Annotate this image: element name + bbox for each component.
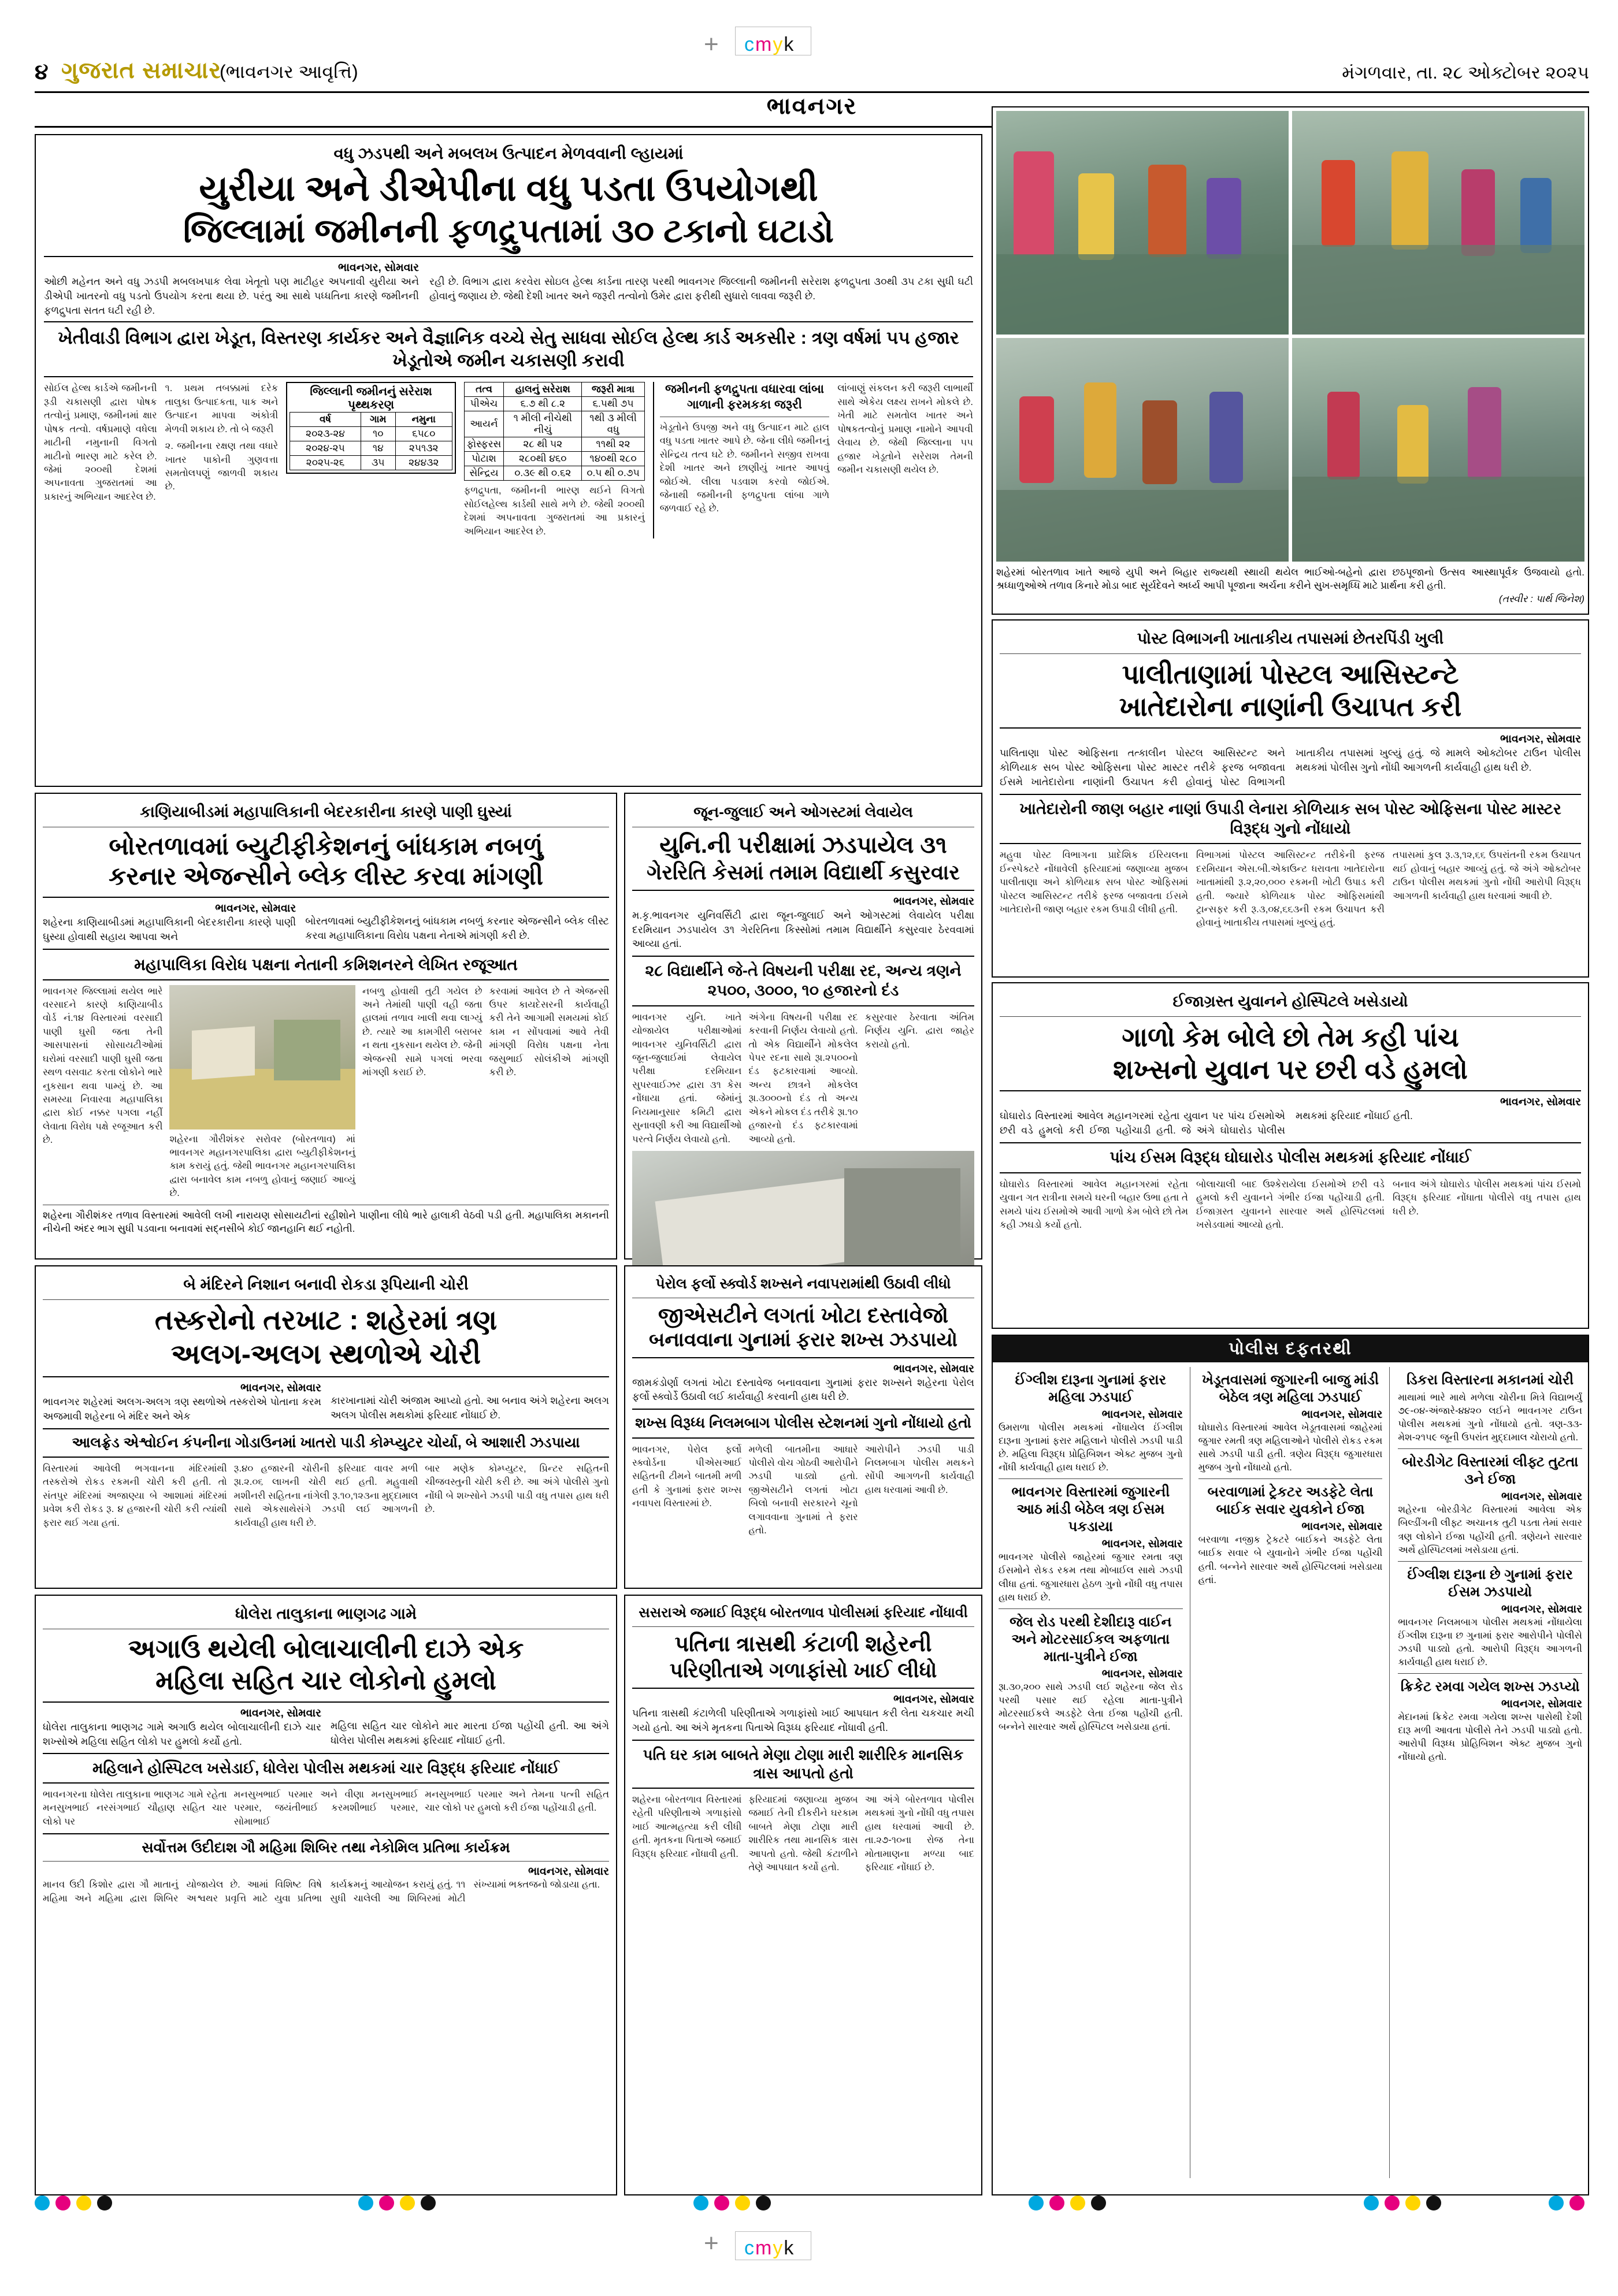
theft-headline-line-1: તસ્કરોનો તરખાટ : શહેરમાં ત્રણ	[154, 1305, 498, 1336]
dholera-story-box	[35, 1595, 617, 2195]
edition-label: (ભાવનગર આવૃત્તિ)	[220, 61, 358, 82]
water-subhead: મહાપાલિકા વિરોધ પક્ષના નેતાની કમિશનરને લેખિત રજૂઆત	[134, 955, 518, 974]
police-item-byline-4: ભાવનગર, સોમવાર	[1301, 1521, 1383, 1533]
lead-intro-left: ઓછી મહેનત અને વધુ ઝડપી મબલખપાક લેવા ખેતૂતો પણ માટીહર અપનાવી યુરીયા અને ડીએપી ખાતરનો વધુ પડતો ઉપયોગ કરતા થયા છે. પરંતુ આ સાથે પધ્ધતિના કારણે જમીનની ફળદ્રુપતા સતત ઘટી રહી છે.	[44, 276, 419, 317]
photo-chhath-3	[996, 338, 1289, 562]
water-headline-line-2: કરનાર એજન્સીને બ્લેક લીસ્ટ કરવા માંગણી	[108, 863, 544, 891]
univ-headline-line-2: ગેરરિતિ કેસમાં તમામ વિદ્યાર્થી કસુરવાર	[647, 860, 960, 884]
theft-kicker: બે મંદિરને નિશાન બનાવી રોકડા રૂપિયાની ચોરી	[183, 1276, 469, 1293]
lead-table-title: જિલ્લાની જમીનનું સરેરાશ પૃથ્થકરણ	[310, 385, 432, 412]
knife-subhead: પાંચ ઈસમ વિરૂદ્ધ ઘોઘારોડ પોલીસ મથકમાં ફરિયાદ નોંધાઈ	[1109, 1148, 1471, 1166]
dholera-footer-byline: ભાવનગર, સોમવાર	[528, 1866, 609, 1878]
police-item-byline-2: ભાવનગર, સોમવાર	[1101, 1667, 1183, 1680]
rule-top	[35, 91, 1589, 93]
lead-col4-head: જમીનની ફળદ્રુપતા વધારવા લાંબા ગાળાની ફરમકકા જરૂરી	[665, 382, 824, 411]
knife-headline-line-1: ગાળો કેમ બોલે છો તેમ કહી પાંચ	[1122, 1022, 1459, 1052]
photo-chhath-1	[996, 111, 1289, 335]
suicide-col-2: ફરિયાદમાં જણાવ્યા મુજબ જમાઈ તેની દીકરીને ઘરકામ બાબતે મેણા ટોણા મારી શારીરિક તથા માનસિક ત્રાસ આપતો હતો. જેથી કંટાળીને તેણે આપઘાત કર્યો હતો.	[748, 1794, 858, 1873]
police-item-byline-0: ભાવનગર, સોમવાર	[1101, 1409, 1183, 1421]
postal-byline: ભાવનગર, સોમવાર	[1500, 733, 1581, 746]
page-number: ૪	[35, 60, 49, 84]
lead-kicker: વધુ ઝડપથી અને મબલખ ઉત્પાદન મેળવવાની લ્હાયમાં	[333, 144, 684, 162]
lead-col-2: ૧. પ્રથમ તબક્કામાં દરેક તાલુકા ઉત્પાદકતા, પાક અને ઉત્પાદન માપવા અંકોત્રી મેળવી શકાય છે. તો બે જરૂરી	[165, 383, 279, 434]
police-item-byline-1: ભાવનગર, સોમવાર	[1101, 1538, 1183, 1551]
dholera-headline-line-1: અગાઉ થયેલી બોલાચાલીની દાઝે એક	[128, 1634, 524, 1663]
theft-col-2: વિસ્તારમાં આવેલી ભગવાનના મંદિરમાંથી તસ્કરોએ રોકડ રકમની ચોરી કરી હતી. તો સંતપુર મંદિરમાં અજાણ્યા બે આશામાં મંદિરમાં પ્રવેશ કરી રોકડ રૂ. ૪ હજારની ચોરી કરી ત્યાંથી ફરાર થઈ ગયા હતાં.	[43, 1463, 227, 1528]
knife-col-1: ઘોઘારોડ વિસ્તારમાં આવેલ મહાનગરમાં રહેતા યુવાન ગત રાત્રીના સમયે ઘરની બહાર ઉભા હતા તે સમયે પાંચ ઈસમોએ આવી ગાળો કેમ બોલે છો તેમ કહી ઝઘડો કર્યો હતો.	[1000, 1179, 1188, 1230]
theft-lead-right: કારખાનામાં ચોરી અંજામ આપ્યો હતો. આ બનાવ અંગે શહેરના અલગ અલગ પોલીસ મથકોમાં ફરિયાદ નોંધાઈ છે.	[331, 1395, 609, 1421]
table-row: ૨૦૨૩-૨૪ ૧૦ ૬૫૮૦	[290, 427, 452, 441]
water-col-3: નબળુ હોવાથી તુટી ગયેલ છે અને તેમાંથી પાણી વહી જતા હાલમાં તળાવ ખાલી થવા લાગ્યું છે. ત્યારે આ કામગીરી બરાબર ન થતા નુકસાન થયેલ છે. જેની એજન્સી સામે પગલાં ભરવા માંગણી કરાઈ છે.	[362, 986, 483, 1078]
knife-col-2: બોલાચાલી બાદ ઉશ્કેરાયેલા ઈસમોએ છરી વડે હુમલો કરી યુવાનને ગંભીર ઈજા પહોંચાડી હતી. ઈજાગ્રસ્ત યુવાનને સારવાર અર્થે હોસ્પિટલમાં ખસેડવામાં આવ્યો હતો.	[1196, 1179, 1385, 1230]
police-item-head-0: ઈંગ્લીશ દારૂના ગુનામાં ફરાર મહિલા ઝડપાઈ	[1015, 1372, 1166, 1405]
suicide-story-box	[624, 1595, 982, 2195]
water-byline: ભાવનગર, સોમવાર	[215, 902, 296, 915]
postal-headline-line-2: ખાતેદારોના નાણાંની ઉચાપત કરી	[1119, 692, 1462, 722]
univ-col-3: કસુરવાર ઠેરવાતા અંતિમ નિર્ણય યુનિ. દ્વારા જાહેર કરાયો હતો.	[864, 1012, 974, 1050]
lead-subhead: ખેતીવાડી વિભાગ દ્વારા ખેડૂત, વિસ્તરણ કાર્યકર અને વૈજ્ઞાનિક વચ્ચે સેતુ સાધવા સોઈલ હેલ્થ કાર્ડ અકસીર : ત્રણ વર્ષમાં ૫૫ હજાર ખેડૂતોએ જમીન ચકાસણી કરાવી	[58, 327, 959, 370]
city-band-label: ભાવનગર	[766, 94, 858, 119]
dholera-headline-line-2: મહિલા સહિત ચાર લોકોનો હુમલો	[155, 1665, 496, 1695]
knife-col-3: બનાવ અંગે ઘોઘારોડ પોલીસ મથકમાં પાંચ ઈસમો વિરૂદ્ધ ફરિયાદ નોંધાતા પોલીસે વધુ તપાસ હાથ ધરી છે.	[1393, 1179, 1581, 1217]
knife-headline-line-2: શખ્સનો યુવાન પર છરી વડે હુમલો	[1113, 1054, 1468, 1085]
lead-table-nutrients: તત્વ હાલનું સરેરાશ જરૂરી માત્રા પીએચ ૬.૭ થી ૮.૨ ૬.૫થી ૭૫ આયર્ન ૧ મીલી નીચેથી નીચું ૧થી ૩ મીલી વધુ ફોસ્ફરસ ૨૮ થી ૫૨ ૧૧થી ૨૨ પોટાશ ૨૮૦થી ૪૬૦ ૧૪૦થી ૨૮૦ સેન્દ્રિય ૦.૩૯ થી ૦.૬૨ ૦.૫ થી ૦.૭૫	[464, 382, 645, 481]
police-item-body-1: ભાવનગર પોલીસે જાહેરમાં જુગાર રમતા ત્રણ ઈસમોને રોકડ રકમ તથા મોબાઈલ સાથે ઝડપી લીધા હતાં. જુગારધારા હેઠળ ગુનો નોંધી વધુ તપાસ હાથ ધરાઈ છે.	[999, 1552, 1183, 1603]
univ-col-1: ભાવનગર યુનિ. ખાતે યોજાયેલ પરીક્ષાઓમાં ભાવનગર યુનિવર્સિટી દ્વારા જૂન-જુલાઈમાં લેવાયેલ પરીક્ષા દરમિયાન સુપરવાઈઝર દ્વારા ૩૧ કેસ નોંધાયા હતાં. જેમાંનું નિયમાનુસાર કમિટી દ્વારા સુનાવણી કરી આ વિદ્યાર્થીઓ પરત્વે નિર્ણય લેવાયો હતો.	[632, 1012, 742, 1145]
lead-table-h-1: ગામ	[361, 413, 395, 427]
police-item-body-2: રૂા.૩૦,૨૦૦ સાથે ઝડપી લઈ શહેરના જેલ રોડ પરથી પસાર થઈ રહેલા માતા-પુત્રીને મોટરસાઈકલે અડફેટે લેતા ઈજા પહોંચી હતી. બન્નેને સારવાર અર્થે હોસ્પિટલ ખસેડાયા હતાં.	[999, 1681, 1183, 1733]
postal-kicker: પોસ્ટ વિભાગની ખાતાકીય તપાસમાં છેતરપિંડી ખુલી	[1137, 630, 1444, 647]
police-item-head-7: ઈંગ્લીશ દારૂના છે ગુનામાં ફરાર ઈસમ ઝડપાયો	[1407, 1566, 1573, 1600]
gst-subhead: શખ્સ વિરૂધ્ધ નિલમબાગ પોલીસ સ્ટેશનમાં ગુનો નોંધાયો હતો	[635, 1415, 971, 1432]
police-item-head-2: જેલ રોડ પરથી દેશીદારૂ વાઈન અને મોટરસાઈકલ અફળાતા માતા-પુત્રીને ઈજા	[1010, 1614, 1172, 1665]
postal-lead: પાલિતાણા પોસ્ટ ઓફિસના તત્કાલીન પોસ્ટલ આસિસ્ટન્ટ અને કોળિયાક સબ પોસ્ટ ઓફિસના પોસ્ટ માસ્ટર તરીકે ફરજ બજાવતા ઈસમે ખાતેદારોના નાણાંની ઉચાપત કરી હોવાનું પોસ્ટ વિભાગની ખાતાકીય તપાસમાં ખુલ્યું હતું. જે મામલે ઓક્ટોબર ટાઉન પોલીસ મથકમાં પોલીસ ગુનો નોંધી આગળની કાર્યવાહી હાથ ધરી છે.	[1000, 747, 1581, 787]
photo-collage-caption: શહેરમાં બોરતળાવ ખાતે આજે યુપી અને બિહાર રાજ્યથી સ્થાયી થયેલ ભાઈઓ-બહેનો દ્વારા છઠપૂજાનો ઉત્સવ આસ્થાપૂર્વક ઉજવાયો હતો. શ્રધ્ધાળુઓએ તળાવ કિનારે મોડા બાદ સૂર્યદેવને અર્ધ્ય આપી પૂજાના અર્ચના કરીને સુખ-સમૃધ્ધિ માટે પ્રાર્થના કરી હતી.	[996, 567, 1584, 591]
photo-collage-credit: (તસ્વીર : પાર્થ જિનેશ)	[1498, 593, 1584, 604]
police-item-body-8: મેદાનમાં ક્રિકેટ રમવા ગયેલા શખ્સ પાસેથી દેશી દારૂ મળી આવતા પોલીસે તેને ઝડપી પાડ્યો હતો. આરોપી વિરૂધ્ધ પ્રોહિબિશન એક્ટ મુજબ ગુનો નોંધાયો હતો.	[1398, 1712, 1583, 1763]
water-col-1: ભાવનગર જિલ્લામાં થયેલ ભારે વરસાદને કારણે કાણિયાબીડ વોર્ડ નં.૧૪ વિસ્તારમાં વરસાદી પાણી ઘુસી જતા તેની આસપાસનાં સોસાયટીઓમાં ઘરોમાં વરસાદી પાણી ઘુસી જતા સ્થળ વસવાટ કરતા લોકોને ભારે નુકસાન થવા પામ્યું છે. આ સમસ્યા નિવારવા મહાપાલિકા દ્વારા કોઈ નક્કર પગલા નહીં લેવાતા વિરોધ પક્ષે રજૂઆત કરી છે.	[43, 986, 163, 1146]
dholera-col-1: ભાવનગરના ધોલેરા તાલુકાના ભાણગઢ ગામે રહેતા મનસુખભાઈ નરસંગભાઈ ચૌહાણ સહિત ચાર લોકો પર	[43, 1789, 227, 1827]
dholera-footer-body: માનવ ઉદી કિશોર દ્વારા ગૌ માતાનું મહિમા અને મહિમા દ્વારા શિબિર યોજાયેલ છે. આમાં વિશિષ્ટ વિષે અશ્વથર પ્રવૃત્તિ માટે યુવા પ્રતિભા કાર્યક્રમનું આયોજન કરાયું હતું. ૧૧ સુધી ચાલેલી આ શિબિરમાં મોટી સંખ્યામાં ભક્તજનો જોડાયા હતા.	[43, 1879, 600, 1904]
police-item-head-8: ક્રિકેટ રમવા ગયેલ શખ્સ ઝડપ્યો	[1400, 1679, 1580, 1695]
dholera-kicker: ધોલેરા તાલુકાના ભાણગઢ ગામે	[235, 1605, 417, 1622]
water-col-2: શહેરના ગૌરીશંકર સરોવર (બોરતળાવ) માં ભાવનગર મહાનગરપાલિકા દ્વારા બ્યુટીફીકેશનનું કામ કરાયું હતું. જેથી ભાવનગર મહાનગરપાલિકા દ્વારા બનાવેલ કામ નબળુ હોવાનું જણાઈ આવ્યું છે.	[169, 1134, 356, 1199]
registration-mark-top: +	[704, 30, 719, 58]
dholera-col-3: મનસુખભાઈ પરમાર અને તેમના પત્ની સહિત ચાર લોકો પર હુમલો કરી ઈજા પહોંચાડી હતી.	[425, 1789, 610, 1814]
suicide-byline: ભાવનગર, સોમવાર	[893, 1693, 974, 1706]
registration-mark-bottom: +	[704, 2229, 719, 2257]
gst-headline-line-2: બનાવવાના ગુનામાં ફરાર શખ્સ ઝડપાયો	[649, 1329, 958, 1351]
lead-table-h-0: વર્ષ	[290, 413, 361, 427]
gst-kicker: પેરોલ ફર્લો સ્ક્વોર્ડ શખ્સને નવાપરામાંથી ઉઠાવી લીધો	[655, 1276, 951, 1292]
postal-story-box	[992, 619, 1589, 978]
police-item-body-7: ભાવનગર નિલમબાગ પોલીસ મથકમાં નોંધાયેલા ઈંગ્લીશ દારૂના છ ગુનામાં ફરાર આરોપીને પોલીસે ઝડપી પાડ્યો હતો. આરોપી વિરૂદ્ધ આગળની કાર્યવાહી હાથ ધરાઈ છે.	[1398, 1617, 1583, 1668]
gst-col-2: મળેલી બાતમીના આધારે પોલીસે વોચ ગોઠવી આરોપીને ઝડપી પાડ્યો હતો. જીએસટીને લગતાં ખોટા બિલો બનાવી સરકારને ચૂનો લગાવવાના ગુનામાં તે ફરાર હતો.	[748, 1444, 858, 1536]
date-line: મંગળવાર, તા. ૨૮ ઓક્ટોબર ૨૦૨૫	[1342, 62, 1589, 83]
police-diary-title: પોલીસ દફતરથી	[993, 1336, 1588, 1362]
water-headline-line-1: બોરતળાવમાં બ્યુટીફીકેશનનું બાંધકામ નબળું	[109, 833, 543, 860]
police-item-byline-6: ભાવનગર, સોમવાર	[1501, 1491, 1583, 1503]
univ-lead: મ.કૃ.ભાવનગર યુનિવર્સિટી દ્વારા જૂન-જુલાઈ અને ઓગસ્ટમાં લેવાયેલ પરીક્ષા દરમિયાન ઝડપાયેલ ૩૧ ગેરરિતિના કિસ્સોમાં તમામ વિદ્યાર્થીને કસુરવાર ઠેરવવામાં આવ્યા હતાં.	[632, 909, 974, 950]
gst-story-box	[624, 1265, 982, 1589]
lead-table-years	[290, 412, 452, 470]
gst-headline-line-1: જીએસટીને લગતાં ખોટા દસ્તાવેજો	[658, 1303, 949, 1327]
table-row: સેન્દ્રિય ૦.૩૯ થી ૦.૬૨ ૦.૫ થી ૦.૭૫	[464, 466, 644, 481]
theft-col-3: રૂ.૪૦ હજારની ચોરીની ફરિયાદ વાવર મળી રૂા.૨.૦૬ લાખની ચોરી થઈ હતી. મહુવાથી મશીનરી સહિતના નાંગેલી રૂ.૧૦,૧૨૩ના મુદ્દામાલ સાથે એકસાથેસંગે ઝડપી લઈ આગળની કાર્યવાહી હાથ ધરી છે.	[233, 1463, 418, 1528]
univ-kicker: જૂન-જુલાઈ અને ઓગસ્ટમાં લેવાયેલ	[693, 803, 913, 820]
postal-subhead: ખાતેદારોની જાણ બહાર નાણાં ઉપાડી લેનારા કોળિયાક સબ પોસ્ટ ઓફિસના પોસ્ટ માસ્ટર વિરૂદ્ધ ગુનો નોંધાયો	[1019, 800, 1561, 837]
suicide-col-3: આ અંગે બોરતળાવ પોલીસ મથકમાં ગુનો નોંધી વધુ તપાસ હાથ ધરવામાં આવી છે. તા.૨૭-૧૦ના રોજ તેના મોતામાણના મળ્યા બાદ ફરિયાદ નોંધાઈ છે.	[864, 1794, 974, 1873]
water-col-4: કરવામાં આવેલ છે તે એજન્સી ઉપર કાયદેસરની કાર્યવાહી કરી તેને આગામી સમયમાં કોઈ કામ ન સોંપવામાં આવે તેવી માંગણી વિરોધ પક્ષના નેતા જસુભાઈ સોલંકીએ માંગણી કરી છે.	[489, 986, 609, 1078]
police-item-head-3: ખેડૂતવાસમાં જુગારની બાજુ માંડી બેઠેલ ત્રણ મહિલા ઝડપાઈ	[1202, 1372, 1379, 1405]
color-registration-dots	[35, 2195, 1589, 2213]
police-item-body-3: ઘોઘારોડ વિસ્તારમાં આવેલ ખેડૂતવાસમાં જાહેરમાં જુગાર રમતી ત્રણ મહિલાઓને પોલીસે રોકડ રકમ સાથે ઝડપી પાડી હતી. ત્રણેય વિરૂદ્ધ જુગારધારા મુજબ ગુનો નોંધાયો હતો.	[1198, 1422, 1383, 1473]
knife-byline: ભાવનગર, સોમવાર	[1500, 1096, 1581, 1109]
police-item-head-4: બરવાળામાં ટ્રેકટર અડફેટે લેતા બાઈક સવાર યુવકોને ઈજા	[1207, 1484, 1374, 1518]
table-row: ૨૦૨૪-૨૫ ૧૪ ૨૫૧૩૨	[290, 441, 452, 456]
police-item-byline-3: ભાવનગર, સોમવાર	[1301, 1409, 1383, 1421]
gst-col-3: આરોપીને ઝડપી પાડી નિલમબાગ પોલીસ મથકને સોંપી આગળની કાર્યવાહી હાથ ધરવામાં આવી છે.	[864, 1444, 974, 1495]
dholera-subhead: મહિલાને હોસ્પિટલ ખસેડાઈ, ધોલેરા પોલીસ મથકમાં ચાર વિરૂદ્ધ ફરિયાદ નોંધાઈ	[92, 1759, 559, 1777]
photo-collage-box	[992, 106, 1589, 615]
postal-col-2: વિભાગમાં પોસ્ટલ આસિસ્ટન્ટ તરીકેની ફરજ દરમિયાન એસ.બી.એકાઉન્ટ ધરાવતા ખાતેદારોના ખાતામાંથી રૂ.૨,૨૦,૦૦૦ રકમની ખોટી ઉપાડ કરી હતી. જ્યારે કોળિયાક પોસ્ટ ઓફિસમાંથી ટ્રાન્સફર કરી રૂ.૩,૦૪,૬૬૩ની રકમ ઉચાપત કરી હોવાનું ખાતાકીય તપાસમાં ખુલ્યું હતું.	[1196, 850, 1385, 928]
theft-story-box	[35, 1265, 617, 1589]
theft-headline-line-2: અલગ-અલગ સ્થળોએ ચોરી	[170, 1339, 481, 1370]
police-item-head-5: ડિકરા વિસ્તારના મકાનમાં ચોરી	[1407, 1372, 1574, 1388]
gst-col-1: ભાવનગર, પેરોલ ફર્લો સ્ક્વોર્ડના પીએસઆઈ સહિતની ટીમને બાતમી મળી હતી કે ગુનામાં ફરાર શખ્સ નવાપરા વિસ્તારમાં છે.	[632, 1444, 742, 1509]
postal-col-1: મહુવા પોસ્ટ વિભાગના પ્રાદેશિક ઈરિયલના ઈન્સ્પેક્ટરે નોંધાવેલી ફરિયાદમાં જણાવ્યા મુજબ પાલીતાણા અને કોળિયાક સબ પોસ્ટ ઓફિસમાં પોસ્ટલ આસિસ્ટન્ટ તરીકે ફરજ બજાવતા ઈસમે ખાતેદારોની જાણ બહાર રકમ ઉપાડી લીધી હતી.	[1000, 850, 1188, 915]
cmyk-label-top: cmyk	[744, 34, 795, 55]
masthead	[35, 58, 1589, 92]
suicide-lead: પતિના ત્રાસથી કંટાળેલી પરિણીતાએ ગળાફાંસો ખાઈ આપઘાત કરી લેતા ચકચાર મચી ગયો હતો. આ અંગે મૃતકના પિતાએ વિરૂધ્ધ ફરિયાદ નોંધાવી હતી.	[632, 1707, 974, 1734]
lead-col-5: લાંબાણું સંકલન કરી જરૂરી લાભાર્થી સાથે એકેય લક્ષ્ય રાખને મોકલે છે. ખેતી માટે સમતોલ ખાતર અને પોષકતત્વોનું પ્રમાણ નામોને આપવી લેવાય છે. જેથી જિલ્લાના ૫૫ હજાર ખેડૂતોને સરેરાશ તેમની જમીન ચકાસણી થયેલ છે.	[837, 383, 974, 475]
theft-col-4: બાર મણેક કોમ્પ્યુટર, પ્રિન્ટર સહિતની ચીજવસ્તુની ચોરી કરી છે. આ અંગે પોલીસે ગુનો નોંધી બે શખ્સોને ઝડપી પાડી વધુ તપાસ હાથ ધરી છે.	[425, 1463, 610, 1515]
water-lead-left: શહેરના કાણિયાબીડમાં મહાપાલિકાની બેદરકારીના કારણે પાણી ઘુસ્યા હોવાથી સહાય આપવા અને	[43, 916, 296, 942]
suicide-headline-line-2: પરિણીતાએ ગળાફાંસો ખાઈ લીધો	[669, 1658, 937, 1682]
police-item-body-4: બરવાળા નજીક ટ્રેકટરે બાઈકને અડફેટે લેતા બાઈક સવાર બે યુવાનોને ગંભીર ઈજા પહોંચી હતી. બન્નેને સારવાર અર્થે હોસ્પિટલમાં ખસેડાયા હતાં.	[1198, 1535, 1383, 1585]
dholera-lead-left: ધોલેરા તાલુકાના ભાણગઢ ગામે અગાઉ થયેલ બોલાચાલીની દાઝે ચાર શખ્સોએ મહિલા સહિત લોકો પર હુમલો કર્યો હતો.	[43, 1721, 321, 1747]
suicide-subhead: પતિ ઘર કામ બાબતે મેણા ટોણા મારી શારીરિક માનસિક ત્રાસ આપતો હતો	[643, 1745, 964, 1782]
police-item-head-6: બોરડીગેટ વિસ્તારમાં લીફ્ટ તુટતા ૩ને ઈજા	[1402, 1454, 1579, 1488]
knife-story-box	[992, 982, 1589, 1329]
lead-col-3: ૨. જમીનના રક્ષણ તથા વધારે ખાતર પાકોની ગુણવત્તા સમતોલપણું જાળવી શકાય છે.	[165, 441, 279, 492]
table-row: ફોસ્ફરસ ૨૮ થી ૫૨ ૧૧થી ૨૨	[464, 437, 644, 452]
lead-col-1: સોઈલ હેલ્થ કાર્ડએ જમીનની રૂડી ચકાસણી દ્વારા પોષક તત્વોનું પ્રમાણ, જમીનમાં ક્ષાર પોષક તત્વો. વર્ષપ્રમાણે વધેલા માટીની નમુનાની વિગતો માટીનો ભારણ માટે કરેલ છે. જેમાં ૨૦૦થી દેશમાં અપનાવતા ગુજરાતમાં આ પ્રકારનું અભિયાન આદરેલ છે.	[44, 383, 157, 502]
lead-headline-line-1: યુરીયા અને ડીએપીના વધુ પડતા ઉપયોગથી	[199, 169, 818, 209]
photo-chhath-4	[1292, 338, 1584, 562]
theft-lead-left: ભાવનગર શહેરમાં અલગ-અલગ ત્રણ સ્થળોએ તસ્કરોએ પોતાના કરમ અજમાવી શહેરના બે મંદિર અને એક	[43, 1396, 321, 1422]
theft-byline: ભાવનગર, સોમવાર	[240, 1382, 321, 1395]
suicide-headline-line-1: પતિના ત્રાસથી કંટાળી શહેરની	[674, 1632, 932, 1656]
cmyk-label-bottom: cmyk	[744, 2237, 795, 2259]
lead-headline-line-2: જિલ્લામાં જમીનની ફળદ્રુપતામાં ૩૦ ટકાનો ઘટાડો	[183, 211, 834, 250]
police-item-body-0: ઉમરાળા પોલીસ મથકમાં નોંધાયેલ ઈંગ્લીશ દારૂના ગુનામાં ફરાર મહિલાને પોલીસે ઝડપી પાડી છે. મહિલા વિરૂદ્ધ પ્રોહિબિશન એક્ટ મુજબ ગુનો નોંધી કાર્યવાહી હાથ ધરાઈ છે.	[999, 1422, 1183, 1473]
suicide-col-1: શહેરના બોરતળાવ વિસ્તારમાં રહેતી પરિણીતાએ ગળાફાંસો ખાઈ આત્મહત્યા કરી લીધી હતી. મૃતકના પિતાએ જમાઈ વિરૂદ્ધ ફરિયાદ નોંધાવી હતી.	[632, 1794, 742, 1859]
univ-col-2: અંગેના વિષયની પરીક્ષા રદ કરવાની નિર્ણય લેવાયો હતો. તો એક વિદ્યાર્થીને મોકલેલ પેપર રદના સાથે રૂા.૨૫૦૦નો દંડ ફટકારવામાં આવ્યો. અન્ય છાત્રને મોકલેલ રૂા.૩૦૦૦નો દંડ તો અન્ય એકને મોકલ દંડ તરીકે રૂા.૧૦ હજારનો દંડ ફટકારવામાં આવ્યો હતો.	[748, 1012, 858, 1145]
dholera-lead-right: મહિલા સહિત ચાર લોકોને માર મારતા ઈજા પહોંચી હતી. આ અંગે ધોલેરા પોલીસ મથકમાં ફરિયાદ નોંધાઈ હતી.	[331, 1719, 609, 1746]
water-lead-right: બોરતળાવમાં બ્યુટીફીકેશનનું બાંધકામ નબળું કરનાર એજન્સીને બ્લેક લીસ્ટ કરવા મહાપાલિકાના વિરોધ પક્ષના નેતાએ માંગણી કરી છે.	[305, 915, 609, 941]
table-row: આયર્ન ૧ મીલી નીચેથી નીચું ૧થી ૩ મીલી વધુ	[464, 411, 644, 437]
photo-chhath-2	[1292, 111, 1584, 335]
table-row: પોટાશ ૨૮૦થી ૪૬૦ ૧૪૦થી ૨૮૦	[464, 452, 644, 466]
table-row: પીએચ ૬.૭ થી ૮.૨ ૬.૫થી ૭૫	[464, 397, 644, 411]
dholera-col-2: મનસુખભાઈ પરમાર અને વીણા મનસુખભાઈ પરમાર, જયંતીભાઈ કરમશીભાઈ પરમાર, સોમાભાઈ	[233, 1789, 418, 1827]
lead-table-note: ફળદ્રુપતા, જમીનની ભારણ થઈને વિગતો સોઈલહેલ્થ કાર્ડથી સાથે મળે છે. જેથી ૨૦૦થી દેશમાં અપનાવતા ગુજરાતમાં આ પ્રકારનું અભિયાન આદરેલ છે.	[463, 485, 645, 537]
suicide-kicker: સસરાએ જમાઈ વિરૂદ્ધ બોરતળાવ પોલીસમાં ફરિયાદ નોંધાવી	[639, 1605, 968, 1621]
univ-headline-line-1: યુનિ.ની પરીક્ષામાં ઝડપાયેલ ૩૧	[659, 833, 947, 858]
postal-col-3: તપાસમાં કુલ રૂ.૩,૧૨,૬૬ ઉપરાંતની રકમ ઉચાપત થઈ હોવાનું બહાર આવ્યું હતું. જે અંગે ઓક્ટોબર ટાઉન પોલીસ મથકમાં ગુનો નોંધી આરોપી વિરૂદ્ધ આગળની કાર્યવાહી હાથ ધરવામાં આવી છે.	[1393, 850, 1581, 901]
knife-lead: ઘોઘારોડ વિસ્તારમાં આવેલ મહાનગરમાં રહેતા યુવાન પર પાંચ ઈસમોએ છરી વડે હુમલો કરી ઈજા પહોંચાડી હતી. જે અંગે ઘોઘારોડ પોલીસ મથકમાં ફરિયાદ નોંધાઈ હતી.	[1000, 1110, 1413, 1136]
water-story-box	[35, 793, 617, 1260]
lead-col4-body: ખેડૂતોને ઉપજી અને વધુ ઉત્પાદન માટે હાલ વધુ પડતા ખાતર આપે છે. જેના લીધે જમીનનું સેન્દ્રિય તત્વ ઘટે છે. જમીનને સજીવ રાખવા દેશી ખાતર અને છાણીયું ખાતર આપવું જોઈએ. લીલા પડવાશ કરવો જોઈએ. જેનાથી જમીનની ફળદ્રુપતા લાંબા ગાળે જળવાઈ રહે છે.	[659, 422, 830, 514]
police-item-byline-7: ભાવનગર, સોમવાર	[1501, 1603, 1583, 1615]
lead-intro-right: રહી છે. વિભાગ દ્વારા કરવેરા સોઇલ હેલ્થ કાર્ડના તારણ પરથી ભાવનગર જિલ્લાની જમીનની સરેરાશ ફળદ્રુપતા ૩૦થી ૩૫ ટકા સુધી ઘટી હોવાનું જણાય છે. જેથી દેશી ખાતર અને જરૂરી તત્વોનો ઉમેર દ્વારા ફરીથી સુધારો લાવવા જરૂરી છે.	[429, 276, 973, 302]
univ-subhead: ૨૮ વિદ્યાર્થીને જે-તે વિષયની પરીક્ષા રદ, અન્ય ત્રણને ૨૫૦૦, ૩૦૦૦, ૧૦ હજારનો દંડ	[645, 962, 962, 999]
police-diary-box	[992, 1335, 1589, 2195]
water-kicker: કાણિયાબીડમાં મહાપાલિકાની બેદરકારીના કારણે પાણી ઘુસ્યાં	[140, 803, 512, 820]
lead-table-h-2: નમુના	[395, 413, 452, 427]
police-item-head-1: ભાવનગર વિસ્તારમાં જુગારની આઠ માંડી બેઠેલ ત્રણ ઈસમ પકડાયા	[1011, 1484, 1170, 1535]
paper-name: ગુજરાત સમાચાર	[61, 58, 222, 83]
gst-byline: ભાવનગર, સોમવાર	[893, 1362, 974, 1375]
police-item-body-6: શહેરના બોરડીગેટ વિસ્તારમાં આવેલા એક બિલ્ડીંગની લીફ્ટ અચાનક તુટી પડતા તેમાં સવાર ત્રણ લોકોને ઈજા પહોંચી હતી. ત્રણેયને સારવાર અર્થે હોસ્પિટલમાં ખસેડાયા હતાં.	[1398, 1504, 1583, 1555]
police-item-body-5: માથામાં ભારે માથે મળેલા ચોરીના મિત્રે વિદ્યાભર્યું ૭૯-૦૪-અંજારે-૪૪૨૦ લઈને ભાવનગર ટાઉન પોલીસ મથકમાં ગુનો નોંધાયો હતો. ત્રણ-૩૩-મેશ-૨૧૫૯ જૂની ઉપરાંત મુદ્દામાલ ચોરાયો હતો.	[1398, 1392, 1583, 1443]
knife-kicker: ઈજાગ્રસ્ત યુવાનને હોસ્પિટલે ખસેડાયો	[1172, 993, 1408, 1010]
postal-headline-line-1: પાલીતાણામાં પોસ્ટલ આસિસ્ટન્ટે	[1122, 659, 1459, 689]
dholera-footer-head: સર્વોત્તમ ઉદીદાશ ગૌ મહિમા શિબિર તથા નેકોમિલ પ્રતિભા કાર્યક્રમ	[142, 1840, 510, 1856]
table-row: ૨૦૨૫-૨૬ ૩૫ ૨૪૪૩૨	[290, 456, 452, 470]
police-item-byline-8: ભાવનગર, સોમવાર	[1501, 1698, 1583, 1711]
univ-byline: ભાવનગર, સોમવાર	[893, 895, 974, 908]
dholera-byline: ભાવનગર, સોમવાર	[240, 1707, 321, 1719]
theft-subhead: આલફ્રેડ એશ્વોઈન કંપનીના ગોડાઉનમાં ખાતરો પાડી કોમ્પ્યુટર ચોર્યા, બે આશારી ઝડપાયા	[72, 1434, 580, 1451]
photo-flooded-society	[169, 985, 355, 1130]
university-story-box	[624, 793, 982, 1260]
gst-lead: જામકંડોર્ણા લગતાં ખોટા દસ્તાવેજ બનાવવાના ગુનામાં ફરાર શખ્સને શહેરના પેરોલ ફર્લો સ્ક્વોર્ડે ઉઠાવી લઈ કાર્યવાહી કરવાની હાથ ધરી છે.	[632, 1376, 974, 1403]
water-photo-caption: શહેરના ગૌરીશંકર તળાવ વિસ્તારમાં આવેલી લખી નારાયણ સોસાયટીનાં રહીશોને પાણીના લીધે ભારે હાલાકી વેઠવી પડી હતી. મહાપાલિકા મકાનની નીચેની અંદર ભાગ સુધી પડવાના બનાવમાં સદ્નસીબે કોઈ જાનહાનિ થઈ નહોતી.	[43, 1209, 609, 1234]
lead-story-box	[35, 134, 982, 787]
lead-byline: ભાવનગર, સોમવાર	[338, 262, 419, 274]
